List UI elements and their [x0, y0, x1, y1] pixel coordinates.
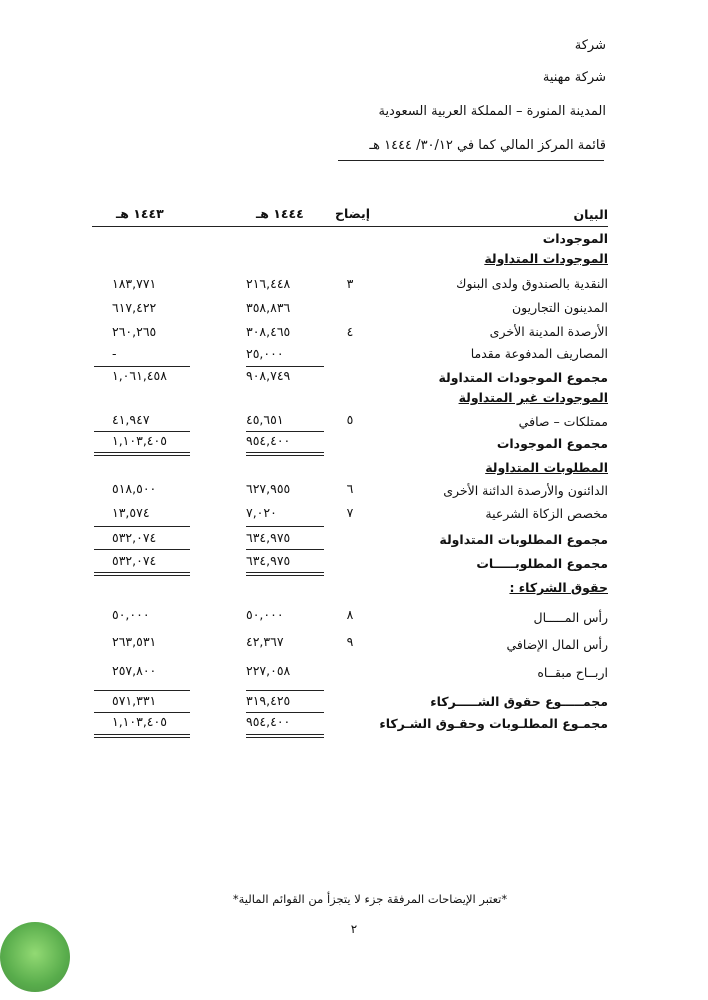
double-underline — [94, 572, 190, 573]
row-total-current-assets-1443: ١,٠٦١,٤٥٨ — [112, 368, 167, 383]
subtotal-line — [246, 526, 324, 527]
row-other-debit-label: الأرصدة المدينة الأخرى — [489, 324, 608, 339]
row-total-liab-equity-1444: ٩٥٤,٤٠٠ — [246, 714, 291, 729]
subtotal-line — [94, 549, 190, 550]
row-receivables-1443: ٦١٧,٤٢٢ — [112, 300, 157, 315]
subtotal-line — [94, 526, 190, 527]
row-receivables-1444: ٣٥٨,٨٣٦ — [246, 300, 291, 315]
row-cash-1443: ١٨٣,٧٧١ — [112, 276, 157, 291]
double-underline — [246, 572, 324, 573]
row-zakat-1443: ١٣,٥٧٤ — [112, 505, 150, 520]
subtotal-line — [94, 690, 190, 691]
double-underline — [94, 455, 190, 456]
row-capital-label: رأس المـــــال — [533, 610, 608, 625]
row-total-assets-1444: ٩٥٤,٤٠٠ — [246, 433, 291, 448]
double-underline — [246, 455, 324, 456]
section-equity: حقوق الشركاء : — [509, 580, 608, 595]
row-total-equity-1444: ٣١٩,٤٢٥ — [246, 693, 291, 708]
row-zakat-note: ٧ — [346, 505, 354, 520]
row-total-assets-1443: ١,١٠٣,٤٠٥ — [112, 433, 167, 448]
double-underline — [94, 734, 190, 735]
row-cash-note: ٣ — [346, 276, 354, 291]
subtotal-line — [246, 366, 324, 367]
row-cash-label: النقدية بالصندوق ولدى البنوك — [456, 276, 608, 291]
row-prepaid-label: المصاريف المدفوعة مقدما — [470, 346, 608, 361]
title-underline — [338, 160, 604, 161]
column-header-1443: ١٤٤٣ هـ — [116, 206, 164, 221]
double-underline — [94, 575, 190, 576]
statement-title: قائمة المركز المالي كما في ٣٠/١٢/ ١٤٤٤ هـ — [369, 138, 606, 153]
row-retained-1443: ٢٥٧,٨٠٠ — [112, 663, 157, 678]
row-payables-label: الدائنون والأرصدة الدائنة الأخرى — [443, 483, 608, 498]
row-total-equity-1443: ٥٧١,٣٣١ — [112, 693, 157, 708]
row-additional-capital-1443: ٢٦٣,٥٣١ — [112, 634, 157, 649]
row-total-current-liabilities-1444: ٦٣٤,٩٧٥ — [246, 530, 291, 545]
row-total-liabilities-label: مجموع المطلوبـــــات — [476, 556, 608, 571]
row-retained-1444: ٢٢٧,٠٥٨ — [246, 663, 291, 678]
subtotal-line — [246, 431, 324, 432]
page-number: ٢ — [350, 922, 358, 936]
row-total-liab-equity-1443: ١,١٠٣,٤٠٥ — [112, 714, 167, 729]
row-capital-note: ٨ — [346, 607, 354, 622]
row-receivables-label: المدينون التجاريون — [511, 300, 608, 315]
subtotal-line — [246, 690, 324, 691]
row-total-liabilities-1444: ٦٣٤,٩٧٥ — [246, 553, 291, 568]
subtotal-line — [94, 431, 190, 432]
row-total-assets-label: مجموع الموجودات — [496, 436, 608, 451]
logo-icon — [0, 922, 70, 992]
row-property-label: ممتلكات – صافي — [518, 414, 608, 429]
row-total-current-liabilities-1443: ٥٣٢,٠٧٤ — [112, 530, 157, 545]
double-underline — [246, 734, 324, 735]
row-property-1444: ٤٥,٦٥١ — [246, 412, 284, 427]
double-underline — [246, 575, 324, 576]
section-current-assets: الموجودات المتداولة — [484, 251, 608, 266]
column-header-note: إيضاح — [335, 206, 370, 221]
section-current-liabilities: المطلوبات المتداولة — [485, 460, 608, 475]
row-zakat-label: مخصص الزكاة الشرعية — [485, 506, 608, 521]
subtotal-line — [94, 712, 190, 713]
header-divider — [92, 226, 608, 227]
double-underline — [246, 737, 324, 738]
row-property-1443: ٤١,٩٤٧ — [112, 412, 150, 427]
row-total-current-assets-1444: ٩٠٨,٧٤٩ — [246, 368, 291, 383]
row-capital-1443: ٥٠,٠٠٠ — [112, 607, 150, 622]
row-payables-1444: ٦٢٧,٩٥٥ — [246, 481, 291, 496]
double-underline — [94, 452, 190, 453]
column-header-item: البيان — [573, 207, 608, 222]
row-retained-label: اربــاح مبقــاه — [537, 665, 608, 680]
row-other-debit-1443: ٢٦٠,٢٦٥ — [112, 324, 157, 339]
section-assets: الموجودات — [542, 231, 608, 246]
row-zakat-1444: ٧,٠٢٠ — [246, 505, 277, 520]
row-capital-1444: ٥٠,٠٠٠ — [246, 607, 284, 622]
double-underline — [94, 737, 190, 738]
row-payables-note: ٦ — [346, 481, 354, 496]
subtotal-line — [94, 366, 190, 367]
row-additional-capital-note: ٩ — [346, 634, 354, 649]
row-property-note: ٥ — [346, 412, 354, 427]
row-additional-capital-label: رأس المال الإضافي — [506, 637, 608, 652]
row-total-equity-label: مجمـــــوع حقوق الشـــــركاء — [430, 694, 608, 709]
row-cash-1444: ٢١٦,٤٤٨ — [246, 276, 291, 291]
row-total-liabilities-1443: ٥٣٢,٠٧٤ — [112, 553, 157, 568]
column-header-1444: ١٤٤٤ هـ — [256, 206, 304, 221]
subtotal-line — [246, 712, 324, 713]
row-total-current-liabilities-label: مجموع المطلوبات المتداولة — [439, 532, 608, 547]
row-additional-capital-1444: ٤٢,٣٦٧ — [246, 634, 284, 649]
row-total-liab-equity-label: مجمـوع المطلـوبات وحقـوق الشـركاء — [379, 716, 608, 731]
double-underline — [246, 452, 324, 453]
company-location: المدينة المنورة – المملكة العربية السعودية — [378, 104, 606, 119]
company-type: شركة مهنية — [542, 70, 606, 85]
row-other-debit-note: ٤ — [346, 324, 354, 339]
row-total-current-assets-label: مجموع الموجودات المتداولة — [438, 370, 608, 385]
footer-disclaimer: *تعتبر الإيضاحات المرفقة جزء لا يتجزأ من القوائم المالية* — [232, 892, 508, 906]
row-prepaid-1444: ٢٥,٠٠٠ — [246, 346, 284, 361]
section-non-current-assets: الموجودات غير المتداولة — [458, 390, 608, 405]
company-name: شركة — [574, 38, 606, 53]
row-other-debit-1444: ٣٠٨,٤٦٥ — [246, 324, 291, 339]
subtotal-line — [246, 549, 324, 550]
row-payables-1443: ٥١٨,٥٠٠ — [112, 481, 157, 496]
row-prepaid-1443: - — [112, 346, 117, 361]
